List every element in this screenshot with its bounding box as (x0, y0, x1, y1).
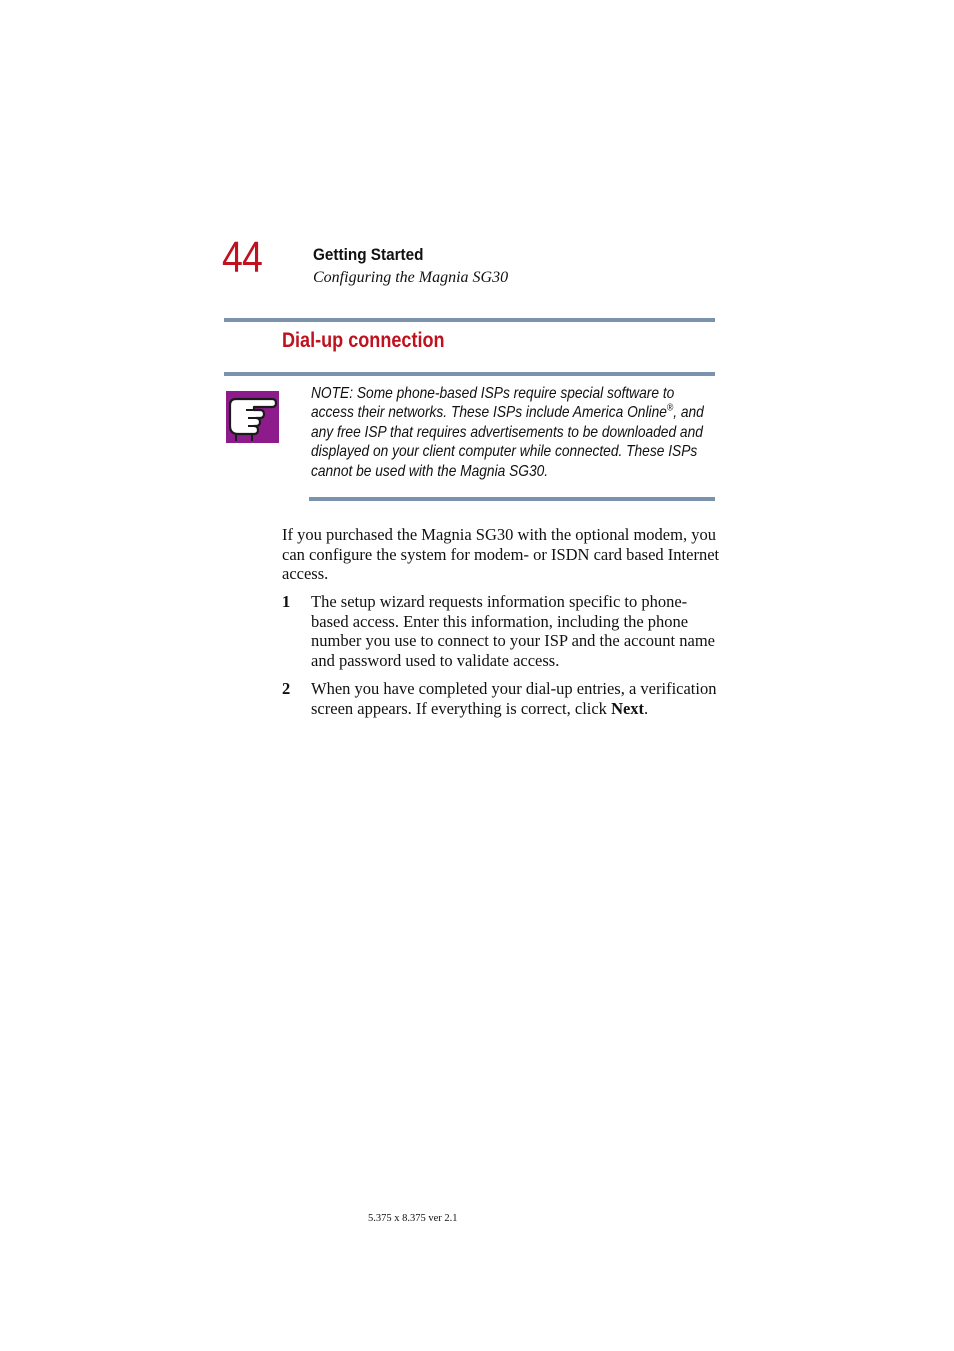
page-number: 44 (222, 233, 262, 282)
step-text-end: . (644, 698, 649, 718)
pointing-hand-icon (226, 391, 279, 443)
step-text (311, 679, 721, 718)
note-text-rest: , and any free ISP that requires advertisements to be downloaded and displayed on your client computer while connected. These ISPs cannot be used with the Magnia SG30. (311, 404, 704, 480)
registered-mark: ® (666, 403, 674, 415)
section-heading: Dial-up connection (282, 329, 445, 352)
step-number: 1 (282, 592, 291, 611)
heading-rule-bottom (224, 372, 715, 376)
intro-paragraph: If you purchased the Magnia SG30 with the optional modem, you can configure the system for modem- or ISDN card based Internet access. (282, 525, 720, 584)
section-title: Configuring the Magnia SG30 (313, 269, 509, 286)
heading-rule-top (224, 318, 715, 322)
step-number: 2 (282, 679, 291, 698)
note-text (311, 384, 715, 481)
chapter-title: Getting Started (313, 245, 424, 264)
step-text-main: When you have completed your dial-up entries, a verification screen appears. If everything is correct, click (311, 679, 717, 718)
footer-version: 5.375 x 8.375 ver 2.1 (368, 1213, 458, 1224)
note-rule (309, 497, 715, 501)
step-text: The setup wizard requests information specific to phone-based access. Enter this information, including the phone number you use to connect to your ISP and the account name and password used to validate access. (311, 592, 715, 670)
note-text-main: NOTE: Some phone-based ISPs require special software to access their networks. These ISPs include America Online (311, 385, 675, 422)
next-label: Next (611, 698, 645, 718)
